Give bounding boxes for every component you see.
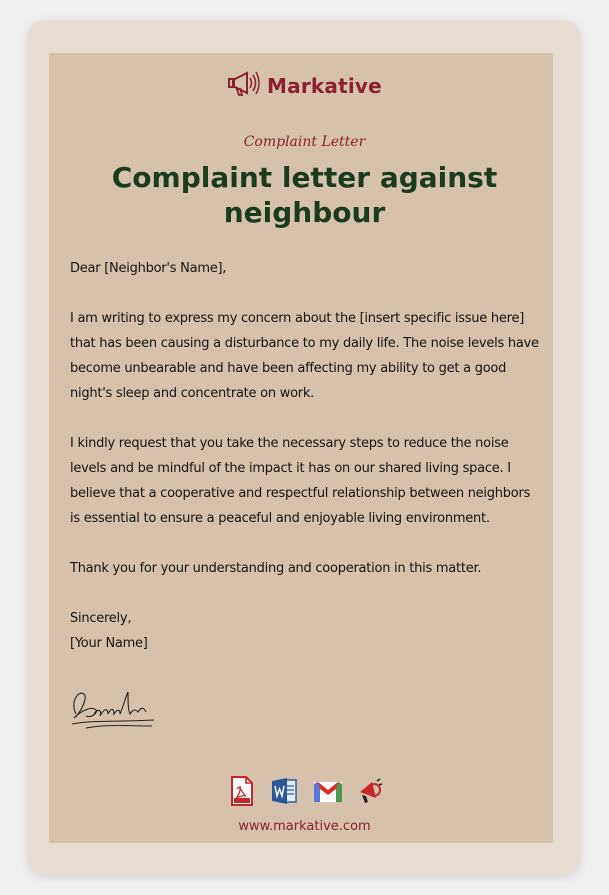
salutation: Dear [Neighbor's Name], <box>70 261 227 276</box>
brand-logo <box>0 68 609 103</box>
document-kicker: Complaint Letter <box>243 134 366 150</box>
paragraph-3: Thank you for your understanding and cooperation in this matter. <box>70 561 482 576</box>
paragraph-1: I am writing to express my concern about the [insert specific issue here] that has been causing a disturbance to my daily life. The noise levels have become unbearable and have been affecting my ability to get a good night's sleep and concentrate on work. <box>70 311 539 401</box>
letter-body <box>70 256 540 656</box>
brand-name: Markative <box>267 73 382 98</box>
document-title: Complaint letter against neighbour <box>111 161 498 229</box>
sender-name: [Your Name] <box>70 636 148 651</box>
paragraph-2: I kindly request that you take the necessary steps to reduce the noise levels and be mindful of the impact it has on our shared living space. I believe that a cooperative and respectful relationship between neighbors is essential to ensure a peaceful and enjoyable living environment. <box>70 436 531 526</box>
pdf-icon[interactable] <box>228 776 256 806</box>
website-link[interactable]: www.markative.com <box>238 819 371 834</box>
gmail-icon[interactable] <box>312 776 340 806</box>
format-icons <box>0 776 609 806</box>
handwritten-signature <box>68 684 160 739</box>
megaphone-icon[interactable] <box>354 776 382 806</box>
megaphone-logo-icon <box>227 68 263 103</box>
word-icon[interactable] <box>270 776 298 806</box>
closing: Sincerely, <box>70 611 132 626</box>
